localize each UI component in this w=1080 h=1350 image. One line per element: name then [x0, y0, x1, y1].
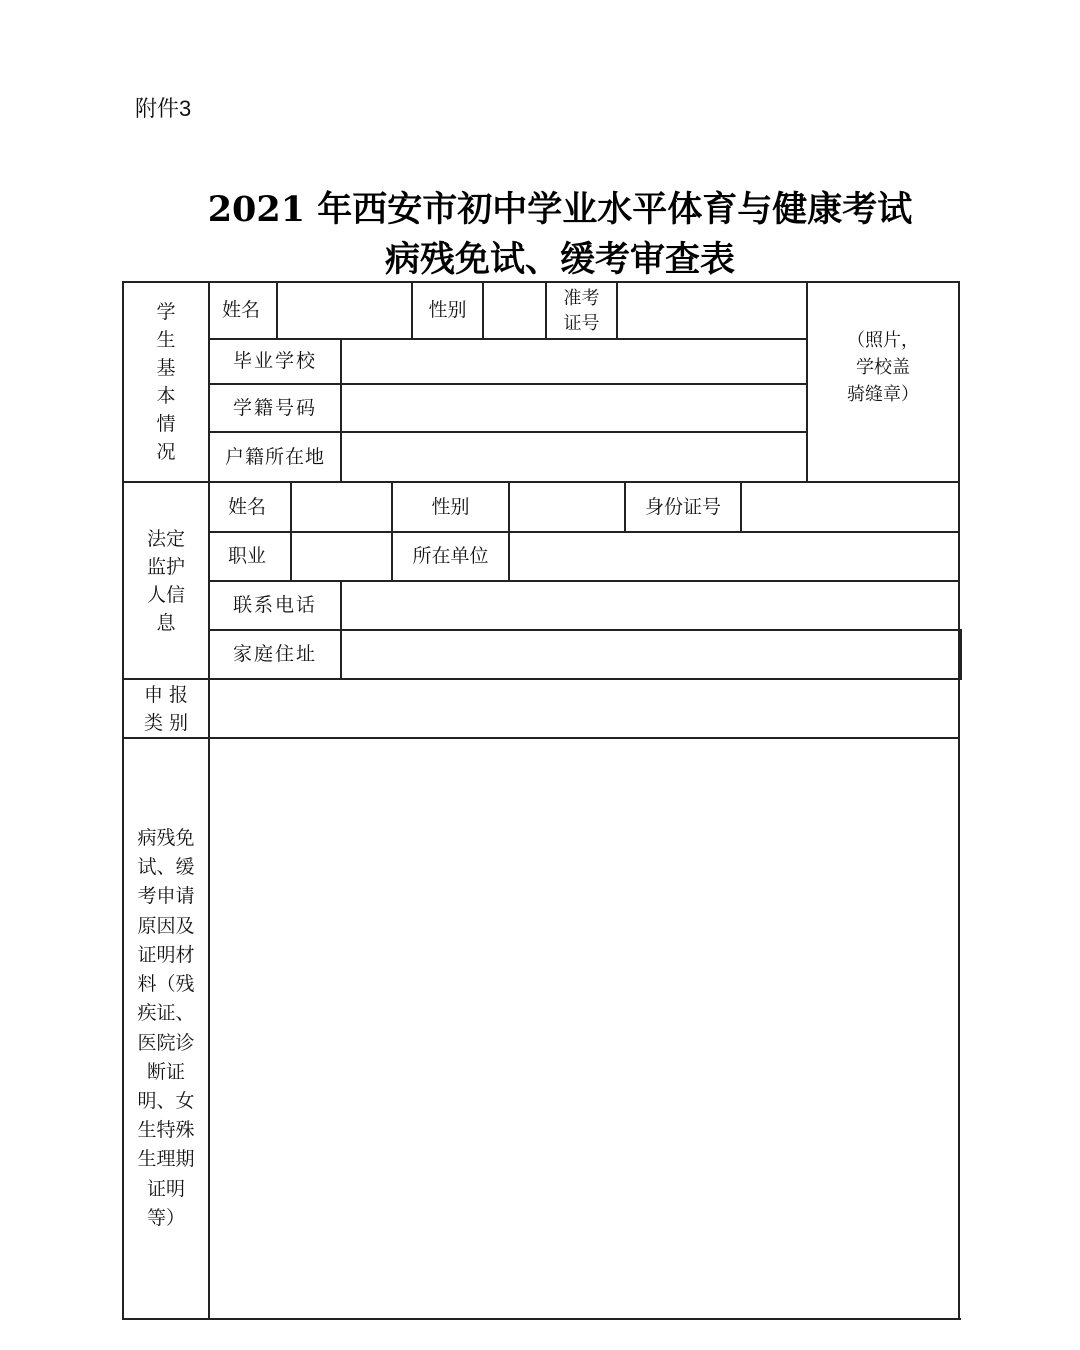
photo-hint-line1: （照片，	[847, 329, 919, 351]
label-char: 生	[156, 329, 176, 351]
label-char: 本	[156, 385, 176, 407]
employer-label: 所在单位	[412, 545, 489, 567]
guardian-name-field[interactable]	[292, 483, 391, 531]
label-line: 类 别	[143, 711, 189, 734]
attachment-label: 附件3	[135, 96, 192, 121]
label-char: 学	[156, 301, 176, 323]
label-line: 证明材	[137, 943, 195, 966]
school-field[interactable]	[342, 340, 806, 383]
label-line: 生理期	[137, 1148, 195, 1171]
label-line: 断证	[146, 1060, 185, 1083]
reason-label	[124, 739, 208, 1318]
table-border-right	[958, 281, 960, 1320]
label-line: 等）	[146, 1206, 185, 1229]
label-line: 试、缓	[137, 856, 195, 879]
student-gender-label: 性别	[428, 299, 467, 321]
student-number-label: 学籍号码	[232, 396, 317, 419]
guardian-id-label: 身份证号	[644, 495, 721, 518]
label-line: 监护	[146, 555, 185, 578]
guardian-name-label: 姓名	[228, 495, 267, 518]
divider	[960, 629, 962, 679]
photo-hint-line2: 学校盖	[856, 356, 910, 378]
page-title-line2: 病残免试、缓考审查表	[384, 239, 735, 280]
guardian-section-label	[124, 483, 208, 678]
page-title-line1: 2021 年西安市初中学业水平体育与健康考试	[207, 189, 913, 230]
label-line: 料（残	[137, 973, 195, 996]
employer-field[interactable]	[510, 533, 958, 580]
reason-field[interactable]	[210, 739, 958, 1318]
student-name-field[interactable]	[278, 283, 411, 338]
label-line: 原因及	[137, 914, 195, 937]
address-label: 家庭住址	[232, 643, 317, 665]
guardian-id-field[interactable]	[742, 483, 958, 531]
label-char: 情	[156, 413, 176, 435]
student-gender-field[interactable]	[484, 283, 545, 338]
phone-label: 联系电话	[232, 594, 317, 616]
occupation-label: 职业	[228, 545, 267, 567]
label-line: 考申请	[137, 885, 195, 908]
photo-area[interactable]	[808, 283, 958, 481]
declaration-type-label	[124, 680, 208, 737]
guardian-gender-label: 性别	[431, 495, 470, 518]
table-border-bottom	[122, 1318, 961, 1320]
student-number-field[interactable]	[342, 385, 806, 431]
phone-field[interactable]	[342, 582, 958, 629]
label-line: 息	[156, 611, 176, 634]
label-char: 基	[156, 357, 176, 379]
label-char: 况	[156, 441, 176, 463]
declaration-type-field[interactable]	[210, 680, 958, 737]
exam-id-field[interactable]	[618, 283, 806, 338]
label-line: 生特殊	[137, 1119, 195, 1142]
guardian-gender-field[interactable]	[510, 483, 624, 531]
exam-id-label	[547, 283, 616, 338]
label-line: 申 报	[143, 683, 189, 706]
student-section-label	[124, 283, 208, 481]
label-line: 人信	[146, 583, 185, 606]
label-line: 证明	[146, 1177, 185, 1200]
label-line: 明、女	[137, 1089, 195, 1112]
school-label: 毕业学校	[232, 350, 317, 372]
occupation-field[interactable]	[292, 533, 391, 580]
label-line: 病残免	[137, 827, 195, 850]
hukou-label: 户籍所在地	[224, 445, 325, 468]
label-line: 法定	[146, 527, 185, 550]
hukou-field[interactable]	[342, 433, 806, 481]
exam-id-label-line2: 证号	[563, 312, 600, 334]
student-name-label: 姓名	[222, 299, 261, 321]
address-field[interactable]	[342, 631, 960, 678]
label-line: 疾证、	[137, 1002, 195, 1025]
label-line: 医院诊	[137, 1031, 195, 1054]
photo-hint-line3: 骑缝章）	[847, 383, 919, 405]
exam-id-label-line1: 准考	[563, 287, 600, 309]
